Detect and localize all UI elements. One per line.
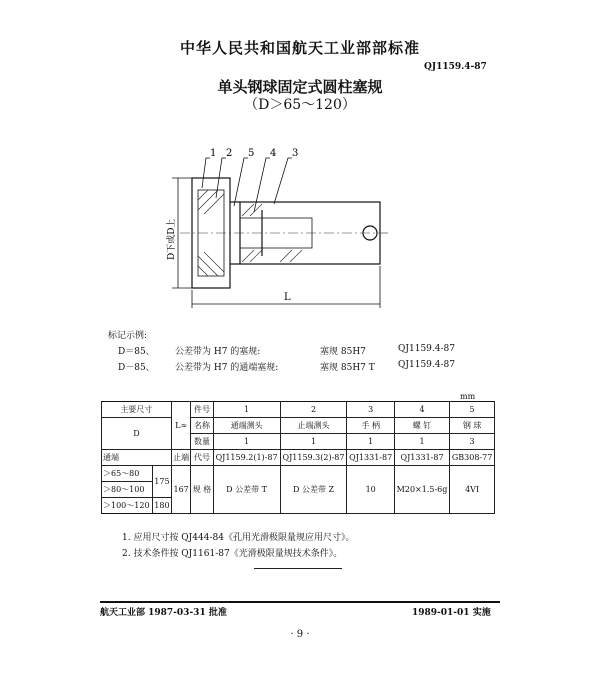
part-label: 2 xyxy=(226,148,233,159)
marking-mark: 塞规 85H7 T xyxy=(320,363,375,373)
col-no: 5 xyxy=(450,402,495,418)
row-D: ＞65～80 xyxy=(102,466,153,482)
marking-desc: 公差带为 H7 的通端塞规: xyxy=(175,363,279,373)
page-title: 单头钢球固定式圆柱塞规 xyxy=(217,78,383,96)
spec-value: M20×1.5-6g xyxy=(394,466,449,514)
header-L: L≈ xyxy=(171,402,191,450)
col-no: 4 xyxy=(394,402,449,418)
header-code: 代号 xyxy=(191,450,213,466)
row-through: 175 xyxy=(153,466,172,498)
spec-value: D 公差带 Z xyxy=(280,466,347,514)
header-through: 通端 xyxy=(102,450,172,466)
col-name: 手 柄 xyxy=(347,418,394,434)
spec-label: 规 格 xyxy=(191,466,213,514)
col-no: 2 xyxy=(280,402,347,418)
col-code: QJ1331-87 xyxy=(394,450,449,466)
spec-value: 10 xyxy=(347,466,394,514)
marking-d: D＝85、 xyxy=(118,347,155,357)
spec-value: 4VI xyxy=(450,466,495,514)
col-name: 通端测头 xyxy=(213,418,280,434)
col-name: 止端测头 xyxy=(280,418,347,434)
header-part-no: 件号 xyxy=(191,402,213,418)
standard-code: QJ1159.4-87 xyxy=(424,62,487,72)
spec-table xyxy=(101,401,495,514)
note-item: 1. 应用尺寸按 QJ444-84《孔用光滑极限量规应用尺寸》。 xyxy=(122,533,355,543)
col-qty: 3 xyxy=(450,434,495,450)
col-name: 钢 球 xyxy=(450,418,495,434)
part-label: 5 xyxy=(248,148,255,159)
stop-value: 167 xyxy=(171,466,191,514)
part-label: 4 xyxy=(270,148,277,159)
part-label: 1 xyxy=(210,148,217,159)
technical-drawing xyxy=(150,140,410,320)
col-code: QJ1159.2(1)-87 xyxy=(213,450,280,466)
col-qty: 1 xyxy=(347,434,394,450)
row-D: ＞80～100 xyxy=(102,482,153,498)
effective-date: 1989-01-01 实施 xyxy=(412,608,491,618)
marking-code: QJ1159.4-87 xyxy=(398,344,455,354)
col-code: QJ1331-87 xyxy=(347,450,394,466)
marking-code: QJ1159.4-87 xyxy=(398,360,455,370)
header-qty: 数量 xyxy=(191,434,213,450)
unit-label: mm xyxy=(460,392,476,401)
footer-rule xyxy=(100,601,500,603)
col-name: 螺 钉 xyxy=(394,418,449,434)
row-D: ＞100～120 xyxy=(102,498,153,514)
header-D: D xyxy=(102,418,172,450)
approval-date: 航天工业部 1987-03-31 批准 xyxy=(100,608,227,618)
part-label: 3 xyxy=(292,148,299,159)
marking-mark: 塞规 85H7 xyxy=(320,347,366,357)
header-main-size: 主要尺寸 xyxy=(102,402,172,418)
marking-heading: 标记示例: xyxy=(108,331,148,341)
col-qty: 1 xyxy=(280,434,347,450)
spec-value: D 公差带 T xyxy=(213,466,280,514)
marking-d: D－85、 xyxy=(118,363,155,373)
length-dimension: L xyxy=(284,292,291,303)
col-no: 1 xyxy=(213,402,280,418)
col-qty: 1 xyxy=(213,434,280,450)
note-item: 2. 技术条件按 QJ1161-87《光滑极限量规技术条件》。 xyxy=(122,549,343,559)
col-code: QJ1159.3(2)-87 xyxy=(280,450,347,466)
row-through: 180 xyxy=(153,498,172,514)
standard-title: 中华人民共和国航天工业部部标准 xyxy=(179,39,420,57)
col-qty: 1 xyxy=(394,434,449,450)
page-subtitle: （D＞65～120） xyxy=(244,97,356,113)
divider xyxy=(254,568,342,569)
header-name: 名称 xyxy=(191,418,213,434)
diameter-dimension: D下或D上 xyxy=(167,218,177,260)
col-code: GB308-77 xyxy=(450,450,495,466)
col-no: 3 xyxy=(347,402,394,418)
header-stop: 止端 xyxy=(171,450,191,466)
marking-desc: 公差带为 H7 的塞规: xyxy=(175,347,261,357)
page-number: · 9 · xyxy=(290,629,310,640)
